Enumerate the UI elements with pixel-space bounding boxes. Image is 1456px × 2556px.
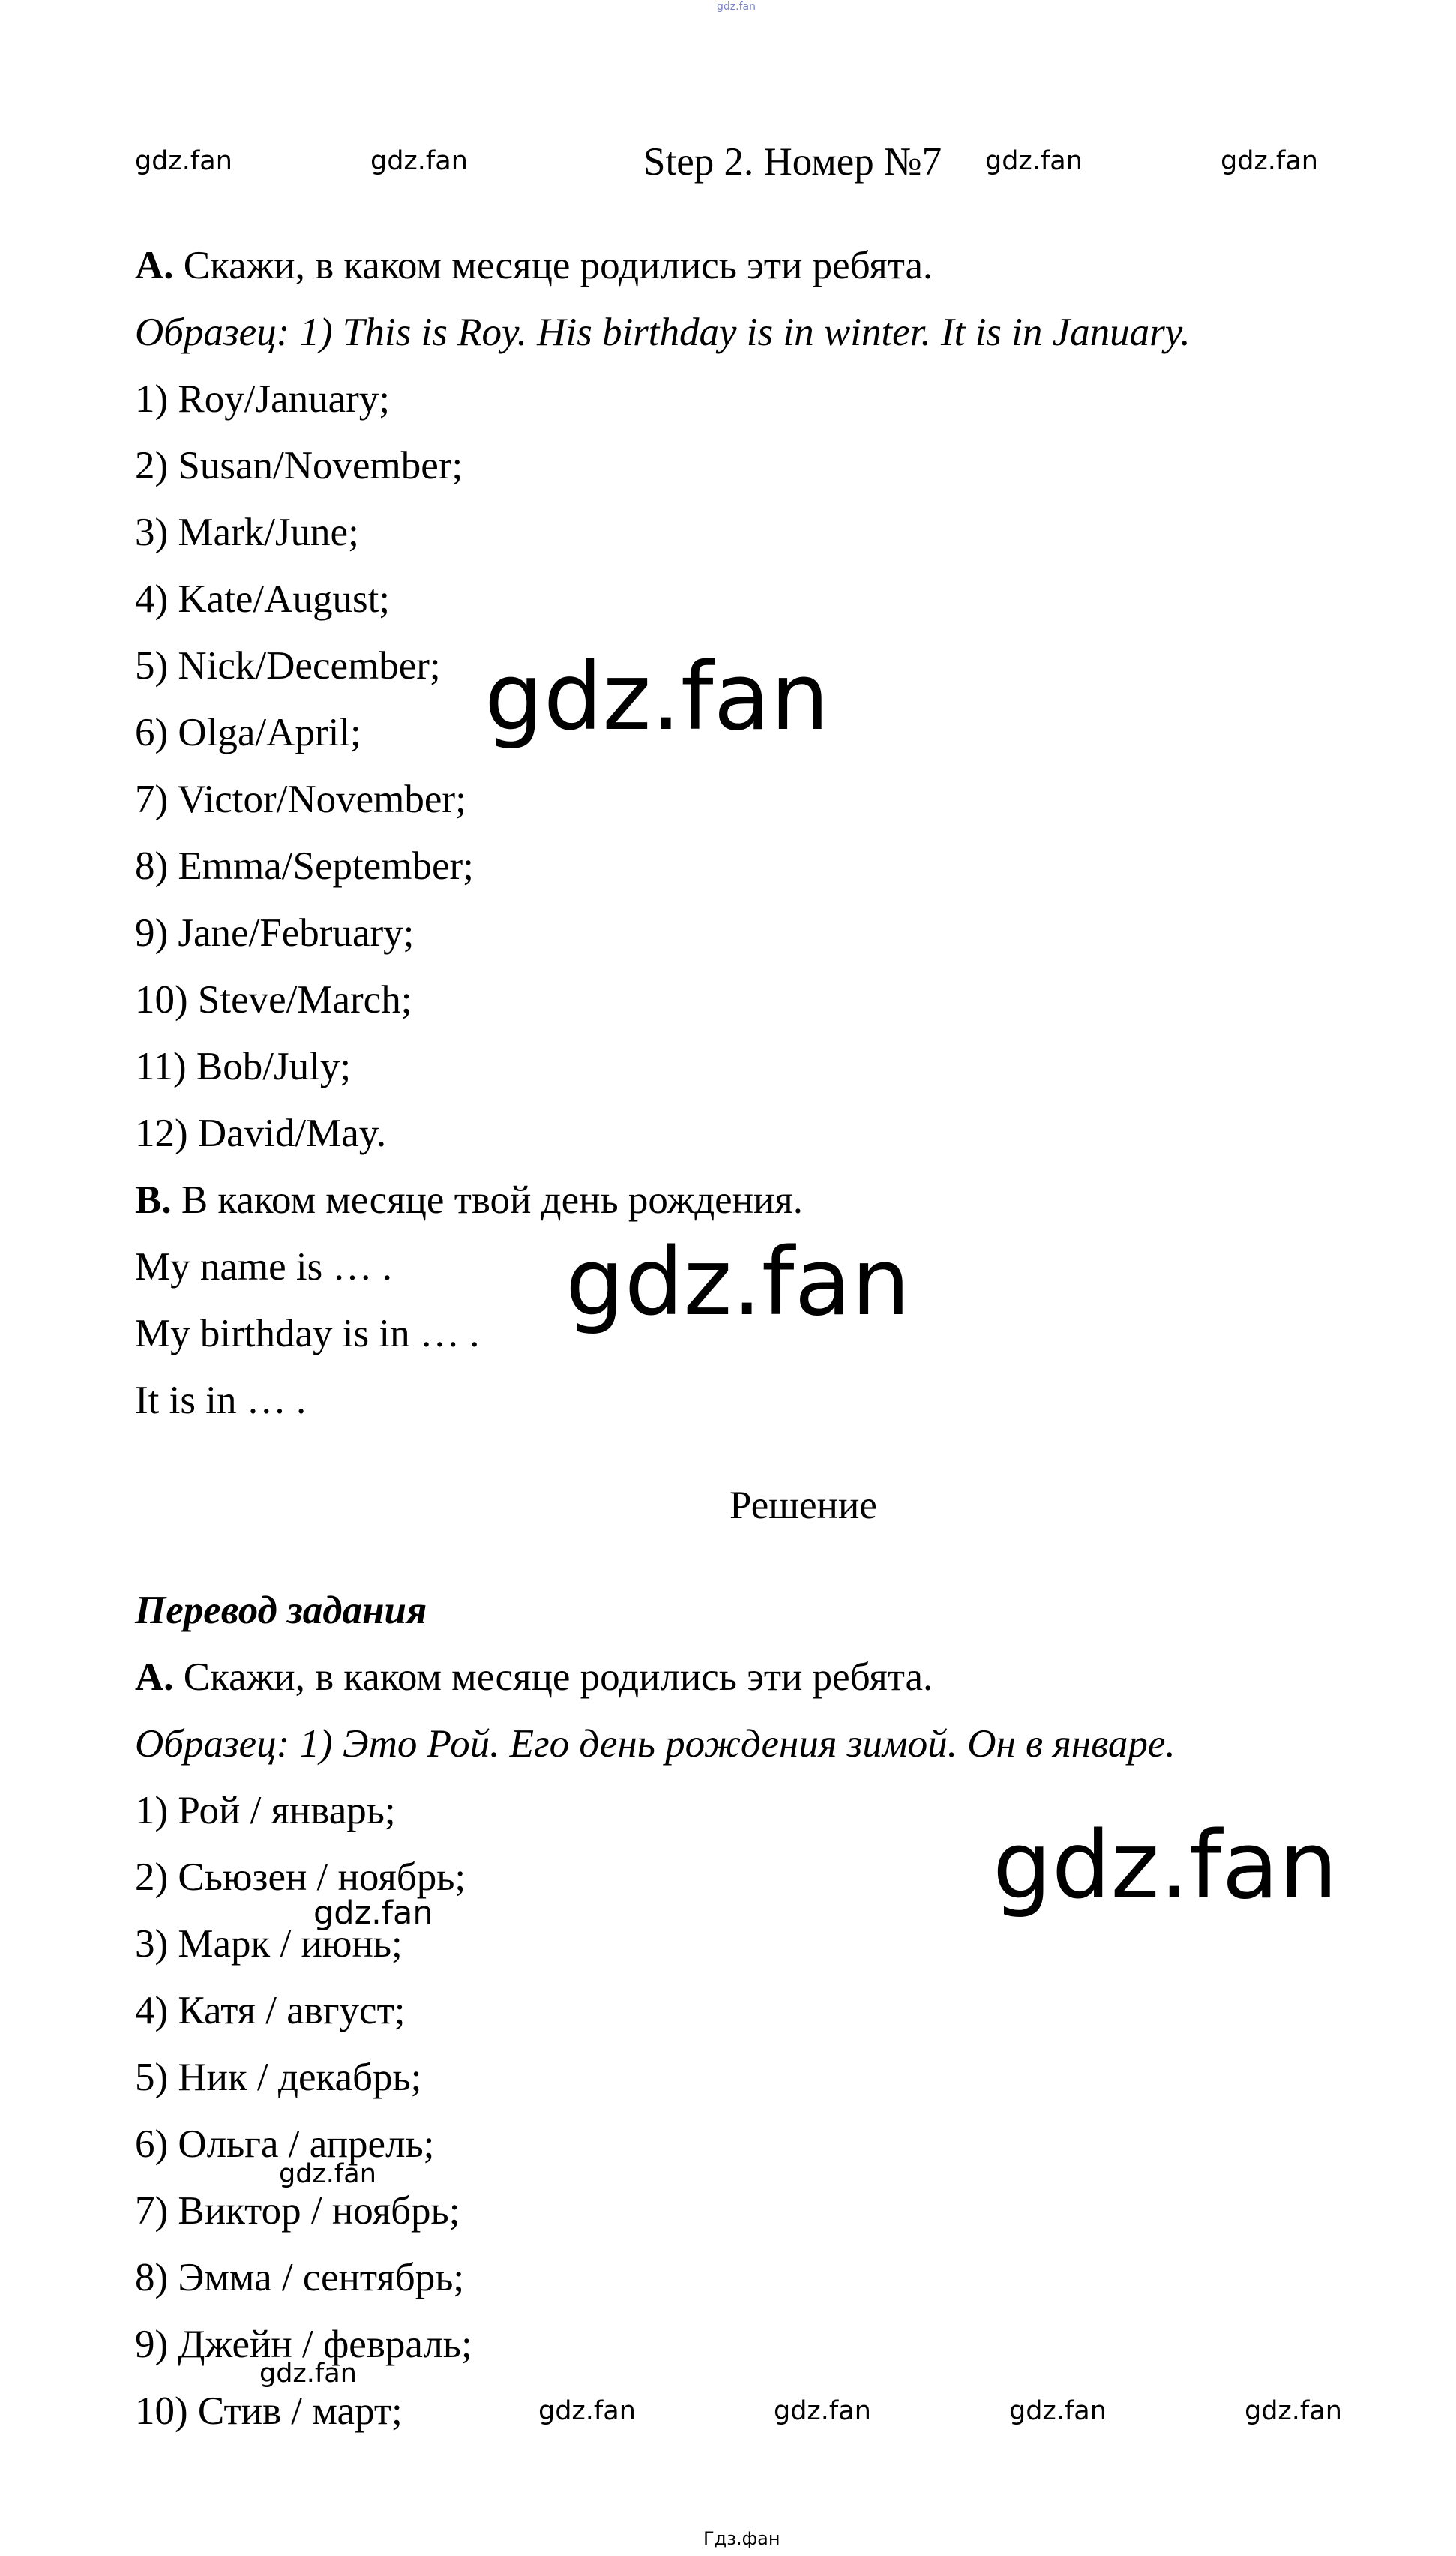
watermark-small: gdz.fan [259,2359,357,2389]
page-title: Step 2. Номер №7 [643,140,942,184]
watermark-small: gdz.fan [279,2159,376,2189]
watermark-large: gdz.fan [993,1812,1338,1920]
watermark-bottom-row: gdz.fan [774,2396,871,2426]
solution-a-item: 5) Ник / декабрь; [135,2056,422,2099]
solution-a-item: 3) Марк / июнь; [135,1922,403,1966]
task-a-letter: А. [135,244,174,287]
task-a-item: 8) Emma/September; [135,844,474,888]
task-b-line: My name is … . [135,1245,392,1288]
solution-a-item: 7) Виктор / ноябрь; [135,2189,460,2233]
footer-watermark: Гдз.фан [703,2528,780,2549]
translation-heading: Перевод задания [135,1588,427,1632]
solution-a-item: 4) Катя / август; [135,1989,406,2032]
solution-a-instruction-text: Скажи, в каком месяце родились эти ребята. [173,1655,933,1699]
task-a-item: 9) Jane/February; [135,911,415,955]
watermark-bottom-row: gdz.fan [538,2396,636,2426]
watermark-large: gdz.fan [565,1228,911,1336]
task-b-line: My birthday is in … . [135,1312,480,1355]
task-b-instruction [135,1180,803,1220]
task-a-item: 1) Roy/January; [135,377,391,421]
task-b-letter: B. [135,1178,172,1222]
solution-a-instruction [135,1655,933,1699]
watermark-bottom-row: gdz.fan [1009,2396,1107,2426]
task-a-instruction-text: Скажи, в каком месяце родились эти ребята. [173,244,933,287]
solution-a-item: 2) Сьюзен / ноябрь; [135,1856,466,1899]
task-a-item: 12) David/May. [135,1112,387,1155]
task-a-example: Образец: 1) This is Roy. His birthday is in winter. It is in January. [135,310,1191,354]
task-a-item: 5) Nick/December; [135,644,441,688]
task-a-item: 4) Kate/August; [135,578,391,621]
task-b-line: It is in … . [135,1378,307,1422]
top-tiny-watermark: gdz.fan [717,1,756,13]
task-b-instruction-text: В каком месяце твой день рождения. [171,1178,804,1222]
solution-a-item: 10) Стив / март; [135,2390,403,2433]
task-a-item: 3) Mark/June; [135,511,359,554]
header-watermark-3: gdz.fan [985,146,1083,176]
solution-heading: Решение [729,1484,877,1527]
task-a-item: 6) Olga/April; [135,711,361,754]
task-a-instruction [135,246,933,286]
watermark-large: gdz.fan [484,644,830,752]
watermark-bottom-row: gdz.fan [1245,2396,1342,2426]
task-a-item: 7) Victor/November; [135,778,466,821]
task-a-item: 10) Steve/March; [135,978,412,1022]
solution-a-item: 1) Рой / январь; [135,1789,396,1832]
task-a-item: 11) Bob/July; [135,1045,352,1088]
watermark-small: gdz.fan [313,1894,433,1932]
header-watermark-1: gdz.fan [135,146,232,176]
solution-a-item: 6) Ольга / апрель; [135,2122,435,2166]
header-watermark-4: gdz.fan [1221,146,1318,176]
header-watermark-2: gdz.fan [370,146,468,176]
solution-a-item: 9) Джейн / февраль; [135,2323,472,2366]
solution-a-letter: А. [135,1655,174,1699]
task-a-item: 2) Susan/November; [135,444,463,488]
solution-a-item: 8) Эмма / сентябрь; [135,2256,465,2300]
solution-a-example: Образец: 1) Это Рой. Его день рождения зимой. Он в январе. [135,1722,1176,1766]
